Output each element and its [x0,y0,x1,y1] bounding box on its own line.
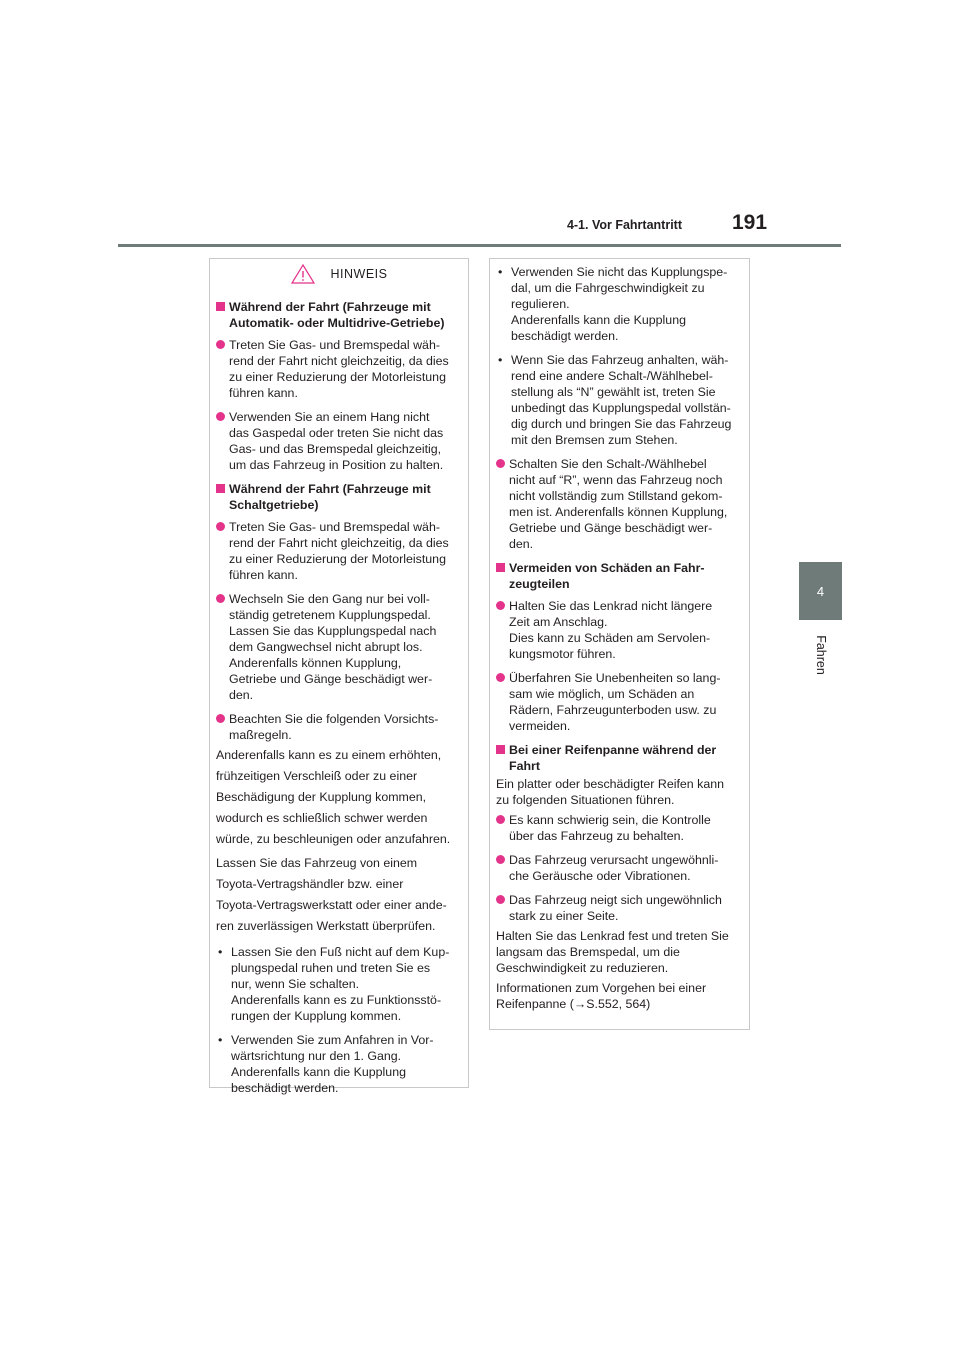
header-rule [118,244,841,247]
heading-square-icon [216,484,225,493]
bullet-item: Beachten Sie die folgenden Vorsichts- maßregeln. [216,711,458,743]
heading-flat-tire: Bei einer Reifenpanne während der Fahrt [496,742,739,774]
bullet-item: Das Fahrzeug verursacht ungewöhnli- che Geräusche oder Vibrationen. [496,852,739,884]
warning-triangle-icon [291,264,315,284]
chapter-label-box [799,630,842,680]
bullet-dot-icon [496,673,505,682]
bullet-item: Schalten Sie den Schalt-/Wählhebel nicht auf “R”, wenn das Fahrzeug noch nicht vollständig zum Stillstand gekom- men ist. Anderenfalls können Kupplung, Getriebe und Gänge beschädigt wer- den. [496,456,739,552]
paragraph-reference: Informationen zum Vorgehen bei einer Reifenpanne (→S.552, 564) [496,981,707,1011]
bullet-item: Halten Sie das Lenkrad nicht längere Zeit am Anschlag. Dies kann zu Schäden am Servolen- kungsmotor führen. [496,598,739,662]
notice-box-left [209,258,469,1095]
bullet-item: Wechseln Sie den Gang nur bei voll- ständig getretenem Kupplungspedal. Lassen Sie das Kupplungspedal nach dem Gangwechsel nicht abrupt los. Anderenfalls können Kupplung, Getriebe und Gänge beschädigt wer- den. [216,591,458,703]
dash-bullet-icon: • [498,265,503,279]
paragraph: Lassen Sie das Fahrzeug von einem Toyota-Vertragshändler bzw. einer Toyota-Vertragswerkstatt oder einer ande- ren zuverlässigen Werkstatt überprüfen. [216,856,447,933]
chapter-number: 4 [816,583,825,599]
paragraph: Ein platter oder beschädigter Reifen kann zu folgenden Situationen führen. [496,777,724,807]
dash-item: • Lassen Sie den Fuß nicht auf dem Kup- plungspedal ruhen und treten Sie es nur, wenn Sie schalten. Anderenfalls kann es zu Funktionsstö- rungen der Kupplung kommen. [218,945,450,1023]
bullet-item: Überfahren Sie Unebenheiten so lang- sam wie möglich, um Schäden an Rädern, Fahrzeugunterboden usw. zu vermeiden. [496,670,739,734]
heading-automatic: Während der Fahrt (Fahrzeuge mit Automatik- oder Multidrive-Getriebe) [216,299,458,331]
bullet-dot-icon [216,522,225,531]
bullet-dot-icon [216,412,225,421]
section-title: 4-1. Vor Fahrtantritt [566,218,682,232]
paragraph: Anderenfalls kann es zu einem erhöhten, frühzeitigen Verschleiß oder zu einer Beschädigung der Kupplung kommen, wodurch es schließlich schwer werden würde, zu beschleunigen oder anzufahren. [216,748,451,846]
bullet-item: Treten Sie Gas- und Bremspedal wäh- rend der Fahrt nicht gleichzeitig, da dies zu einer Reduzierung der Motorleistung führen kann. [216,519,458,583]
dash-item: • Verwenden Sie nicht das Kupplungspe- dal, um die Fahrgeschwindigkeit zu regulieren. Anderenfalls kann die Kupplung beschädigt werden. [498,265,728,343]
dash-item: • Wenn Sie das Fahrzeug anhalten, wäh- rend eine andere Schalt-/Wählhebel- stellung als “N” gewählt ist, treten Sie unbedingt das Kupplungspedal vollstän- dig durch und bringen Sie das Fahrzeug mit den Bremsen zum Stehen. [498,353,732,447]
dash-bullet-icon: • [498,353,503,367]
heading-manual: Während der Fahrt (Fahrzeuge mit Schaltgetriebe) [216,481,458,513]
page-number: 191 [732,211,768,234]
dash-bullet-icon: • [218,1033,223,1047]
heading-square-icon [496,563,505,572]
heading-square-icon [216,302,225,311]
bullet-dot-icon [496,895,505,904]
bullet-dot-icon [496,459,505,468]
heading-square-icon [496,745,505,754]
dash-item: • Verwenden Sie zum Anfahren in Vor- wärtsrichtung nur den 1. Gang. Anderenfalls kann die Kupplung beschädigt werden. [218,1033,434,1095]
notice-box-right [489,258,750,1030]
chapter-label: Fahren [813,635,828,675]
bullet-item: Treten Sie Gas- und Bremspedal wäh- rend der Fahrt nicht gleichzeitig, da dies zu einer Reduzierung der Motorleistung führen kann. [216,337,458,401]
dash-bullet-icon: • [218,945,223,959]
bullet-dot-icon [216,340,225,349]
bullet-item: Das Fahrzeug neigt sich ungewöhnlich stark zu einer Seite. [496,892,739,924]
bullet-dot-icon [496,601,505,610]
bullet-item: Es kann schwierig sein, die Kontrolle über das Fahrzeug zu behalten. [496,812,739,844]
bullet-dot-icon [496,815,505,824]
notice-title: HINWEIS [330,267,388,281]
bullet-item: Verwenden Sie an einem Hang nicht das Gaspedal oder treten Sie nicht das Gas- und das Bremspedal gleichzeitig, um das Fahrzeug in Position zu halten. [216,409,458,473]
bullet-dot-icon [496,855,505,864]
heading-vehicle-parts: Vermeiden von Schäden an Fahr- zeugteilen [496,560,739,592]
paragraph: Halten Sie das Lenkrad fest und treten Sie langsam das Bremspedal, um die Geschwindigkeit zu reduzieren. [496,929,729,975]
bullet-dot-icon [216,714,225,723]
notice-header [210,259,468,289]
chapter-tab [799,562,842,620]
bullet-dot-icon [216,594,225,603]
